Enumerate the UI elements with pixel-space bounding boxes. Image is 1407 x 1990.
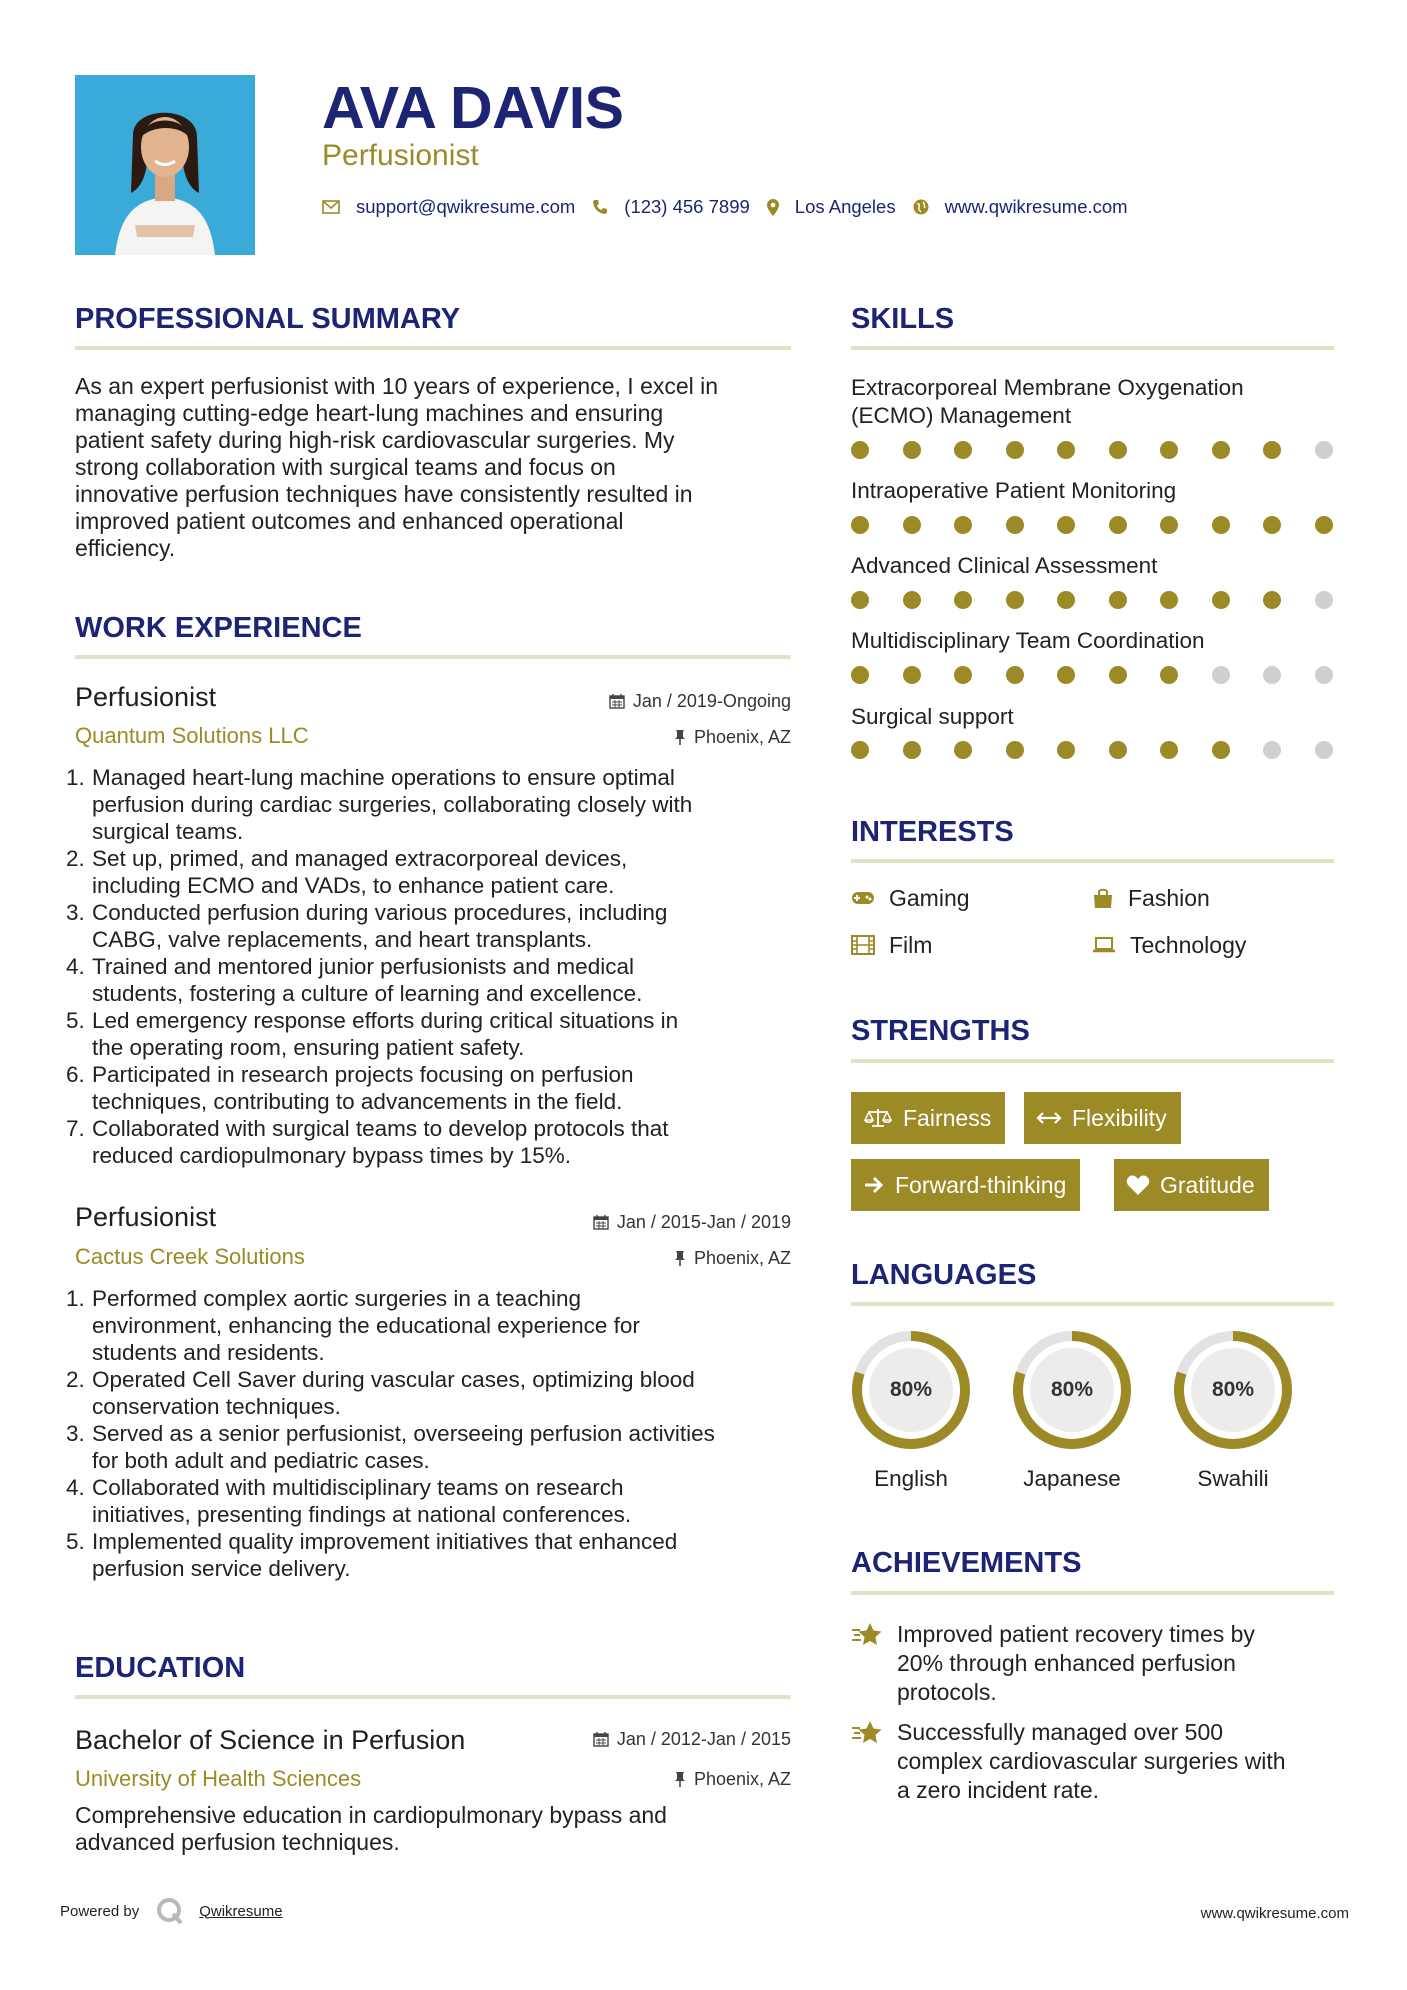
skill-dot	[851, 441, 869, 459]
skill-dot	[1057, 516, 1075, 534]
bullet-text: the operating room, ensuring patient safety.	[92, 1035, 525, 1060]
laptop-icon	[1092, 936, 1116, 954]
achievement-text	[897, 1718, 1337, 1805]
bullet-number: 5.	[66, 1529, 85, 1554]
skills-divider	[851, 346, 1334, 350]
qwikresume-logo-icon	[155, 1896, 185, 1926]
skill-label-line: Intraoperative Patient Monitoring	[851, 478, 1177, 503]
skill-dot	[1057, 591, 1075, 609]
globe-icon	[913, 199, 929, 215]
skill-dot	[954, 441, 972, 459]
list-item	[66, 1142, 794, 1169]
list-item	[66, 953, 794, 980]
skill-dot	[1315, 516, 1333, 534]
footer-powered-by	[60, 1896, 283, 1926]
strengths-heading: STRENGTHS	[851, 1015, 1030, 1047]
achievement-line: complex cardiovascular surgeries with	[897, 1748, 1286, 1774]
skill-dot	[1263, 741, 1281, 759]
list-item	[66, 899, 794, 926]
candidate-name: AVA DAVIS	[322, 75, 624, 141]
pushpin-icon	[674, 729, 686, 746]
achievement-line: Improved patient recovery times by	[897, 1621, 1255, 1647]
list-item	[66, 791, 794, 818]
arrow-right-icon	[863, 1176, 885, 1194]
interest-item	[851, 931, 932, 959]
balance-scale-icon	[863, 1107, 893, 1129]
job-dates	[593, 1210, 791, 1234]
bullet-text: Served as a senior perfusionist, overseeing perfusion activities	[92, 1421, 715, 1446]
bullet-number: 4.	[66, 954, 85, 979]
bullet-number	[66, 1142, 92, 1169]
skill-dot	[1057, 741, 1075, 759]
skill-dot	[1006, 666, 1024, 684]
bullet-number: 3.	[66, 900, 85, 925]
bullet-number: 3.	[66, 1421, 85, 1446]
phone-icon	[592, 199, 608, 215]
skill-dot	[1315, 741, 1333, 759]
skill-dot	[1109, 741, 1127, 759]
skill-label-line: Surgical support	[851, 704, 1014, 729]
bullet-number	[66, 1088, 92, 1115]
education-description-line: Comprehensive education in cardiopulmonary bypass and	[75, 1802, 667, 1828]
powered-by-text: Powered by	[60, 1902, 140, 1920]
skill-dot	[903, 441, 921, 459]
skill-dot	[1006, 741, 1024, 759]
bullet-number: 4.	[66, 1475, 85, 1500]
job-title: Perfusionist	[75, 682, 217, 712]
bullet-number: 1.	[66, 765, 85, 790]
list-item	[66, 1393, 794, 1420]
pushpin-icon	[674, 1771, 686, 1788]
list-item	[66, 1088, 794, 1115]
skill-label	[851, 552, 1341, 580]
bullet-number	[66, 791, 92, 818]
summary-text	[75, 373, 805, 562]
bullet-text: Collaborated with surgical teams to develop protocols that	[92, 1116, 669, 1141]
job-title: Perfusionist	[75, 1202, 217, 1232]
summary-line: As an expert perfusionist with 10 years of experience, I excel in	[75, 373, 719, 399]
job-bullets	[66, 1285, 794, 1582]
language-percent: 80%	[1050, 1378, 1094, 1401]
skill-dot	[1212, 516, 1230, 534]
bullet-text: reduced cardiopulmonary bypass times by 15%.	[92, 1143, 571, 1168]
skill-dot	[954, 741, 972, 759]
skill-dot	[1263, 441, 1281, 459]
list-item	[66, 926, 794, 953]
interest-label: Gaming	[889, 885, 970, 911]
bullet-number	[66, 1393, 92, 1420]
skill-dot	[1263, 666, 1281, 684]
skill-label	[851, 703, 1341, 731]
bullet-number: 7.	[66, 1116, 85, 1141]
trophy-star-icon	[851, 1720, 883, 1746]
language-label: Swahili	[1197, 1466, 1269, 1491]
achievement-item	[851, 1620, 1337, 1707]
skill-label-line: Extracorporeal Membrane Oxygenation	[851, 375, 1244, 400]
job-location	[674, 725, 791, 749]
pushpin-icon	[674, 1250, 686, 1267]
language-label: Japanese	[1023, 1466, 1121, 1491]
bullet-text: conservation techniques.	[92, 1394, 341, 1419]
bullet-text: Conducted perfusion during various procedures, including	[92, 900, 668, 925]
interests-divider	[851, 859, 1334, 863]
calendar-icon	[593, 1731, 609, 1747]
phone-text: (123) 456 7899	[624, 196, 750, 217]
strength-label: Flexibility	[1072, 1104, 1167, 1131]
skills-heading: SKILLS	[851, 303, 955, 335]
skill-dot	[1057, 666, 1075, 684]
education-description	[75, 1802, 805, 1856]
achievement-line: a zero incident rate.	[897, 1777, 1100, 1803]
list-item	[66, 845, 794, 872]
strength-tag	[851, 1092, 1005, 1144]
skill-dot	[954, 666, 972, 684]
envelope-icon	[322, 200, 340, 214]
interest-label: Film	[889, 932, 933, 958]
skill-rating	[851, 516, 1341, 534]
achievement-line: 20% through enhanced perfusion	[897, 1650, 1236, 1676]
list-item	[66, 1447, 794, 1474]
skill-label-line: Multidisciplinary Team Coordination	[851, 628, 1205, 653]
education-location	[674, 1767, 791, 1791]
summary-divider	[75, 346, 791, 350]
summary-line: strong collaboration with surgical teams and focus on	[75, 454, 616, 480]
interest-item	[1092, 931, 1246, 959]
contact-phone[interactable]	[592, 196, 750, 218]
education-description-line: advanced perfusion techniques.	[75, 1829, 400, 1855]
skill-dot	[1263, 516, 1281, 534]
profile-photo	[75, 75, 255, 255]
summary-line: managing cutting-edge heart-lung machines and ensuring	[75, 400, 664, 426]
job-location	[674, 1246, 791, 1270]
skill-dot	[1212, 741, 1230, 759]
skill-dot	[851, 516, 869, 534]
skill-label	[851, 477, 1341, 505]
strength-tag	[851, 1159, 1080, 1211]
job-bullets	[66, 764, 794, 1169]
skill-dot	[1315, 591, 1333, 609]
strength-label: Gratitude	[1160, 1171, 1255, 1198]
list-item	[66, 1555, 794, 1582]
skill-dot	[1263, 591, 1281, 609]
bullet-text: Set up, primed, and managed extracorporeal devices,	[92, 846, 628, 871]
list-item	[66, 1115, 794, 1142]
bullet-number: 6.	[66, 1062, 85, 1087]
education-location-text: Phoenix, AZ	[693, 1769, 791, 1789]
skill-dot	[1160, 741, 1178, 759]
bullet-text: including ECMO and VADs, to enhance patient care.	[92, 873, 615, 898]
summary-line: innovative perfusion techniques have consistently resulted in	[75, 481, 693, 507]
list-item	[66, 1501, 794, 1528]
experience-divider	[75, 655, 791, 659]
interest-item	[851, 884, 970, 912]
job-dates	[609, 689, 791, 713]
list-item	[66, 1339, 794, 1366]
skill-dot	[903, 666, 921, 684]
list-item	[66, 872, 794, 899]
summary-heading: PROFESSIONAL SUMMARY	[75, 303, 461, 335]
language-ring	[1011, 1329, 1133, 1451]
list-item	[66, 1312, 794, 1339]
bullet-text: students, fostering a culture of learning and excellence.	[92, 981, 643, 1006]
skill-dot	[1160, 666, 1178, 684]
contact-bar	[322, 192, 1145, 222]
summary-line: improved patient outcomes and enhanced operational	[75, 508, 624, 534]
arrows-horizontal-icon	[1036, 1111, 1062, 1125]
strength-tag	[1114, 1159, 1269, 1211]
bullet-number: 2.	[66, 1367, 85, 1392]
bullet-text: environment, enhancing the educational experience for	[92, 1313, 640, 1338]
experience-heading: WORK EXPERIENCE	[75, 612, 362, 644]
achievement-line: protocols.	[897, 1679, 997, 1705]
skill-dot	[1160, 441, 1178, 459]
gamepad-icon	[851, 890, 875, 906]
bullet-number	[66, 926, 92, 953]
job-location-text: Phoenix, AZ	[693, 727, 791, 747]
bullet-number	[66, 1339, 92, 1366]
skill-dot	[1212, 666, 1230, 684]
achievement-text	[897, 1620, 1337, 1707]
heart-icon	[1126, 1174, 1150, 1196]
skill-dot	[1212, 441, 1230, 459]
qwikresume-link[interactable]: Qwikresume	[199, 1902, 283, 1920]
bullet-number	[66, 1034, 92, 1061]
bullet-number: 1.	[66, 1286, 85, 1311]
skill-dot	[954, 516, 972, 534]
email-text: support@qwikresume.com	[356, 196, 576, 217]
skill-dot	[903, 741, 921, 759]
language-label: English	[874, 1466, 948, 1491]
skill-dot	[1109, 666, 1127, 684]
skill-rating	[851, 666, 1341, 684]
skill-label-line: (ECMO) Management	[851, 403, 1072, 428]
bullet-number: 2.	[66, 846, 85, 871]
summary-line: efficiency.	[75, 535, 176, 561]
bullet-text: Led emergency response efforts during critical situations in	[92, 1008, 679, 1033]
bullet-text: for both adult and pediatric cases.	[92, 1448, 430, 1473]
strength-tag	[1024, 1092, 1181, 1144]
skill-dot	[1006, 591, 1024, 609]
job-company: Quantum Solutions LLC	[75, 723, 309, 748]
bullet-text: Trained and mentored junior perfusionists and medical	[92, 954, 634, 979]
skill-label-line: Advanced Clinical Assessment	[851, 553, 1158, 578]
list-item	[66, 1474, 794, 1501]
skill-dot	[1160, 516, 1178, 534]
list-item	[66, 1420, 794, 1447]
list-item	[66, 818, 794, 845]
language-ring	[850, 1329, 972, 1451]
language-percent: 80%	[889, 1378, 933, 1401]
school-name: University of Health Sciences	[75, 1766, 362, 1791]
education-dates	[593, 1727, 791, 1751]
skill-dot	[1006, 516, 1024, 534]
bullet-text: Operated Cell Saver during vascular cases, optimizing blood	[92, 1367, 695, 1392]
job-company: Cactus Creek Solutions	[75, 1244, 305, 1269]
contact-email[interactable]	[322, 196, 575, 218]
location-text: Los Angeles	[794, 196, 896, 217]
achievements-heading: ACHIEVEMENTS	[851, 1547, 1082, 1579]
skill-dot	[1006, 441, 1024, 459]
list-item	[66, 764, 794, 791]
bullet-text: Performed complex aortic surgeries in a teaching	[92, 1286, 581, 1311]
list-item	[66, 1061, 794, 1088]
calendar-icon	[609, 693, 625, 709]
skill-rating	[851, 441, 1341, 459]
skill-dot	[954, 591, 972, 609]
education-divider	[75, 1695, 791, 1699]
list-item	[66, 1034, 794, 1061]
skill-dot	[1109, 591, 1127, 609]
bullet-text: perfusion during cardiac surgeries, collaborating closely with	[92, 792, 693, 817]
skill-rating	[851, 591, 1341, 609]
languages-heading: LANGUAGES	[851, 1259, 1037, 1291]
skill-dot	[851, 666, 869, 684]
job-dates-text: Jan / 2019-Ongoing	[632, 691, 791, 711]
bullet-number	[66, 1447, 92, 1474]
skill-dot	[903, 591, 921, 609]
contact-location	[767, 196, 896, 218]
skill-rating	[851, 741, 1341, 759]
bullet-number	[66, 1555, 92, 1582]
skill-dot	[1315, 666, 1333, 684]
education-heading: EDUCATION	[75, 1652, 246, 1684]
job-location-text: Phoenix, AZ	[693, 1248, 791, 1268]
skill-dot	[1057, 441, 1075, 459]
bullet-text: surgical teams.	[92, 819, 244, 844]
film-icon	[851, 935, 875, 955]
achievement-item	[851, 1718, 1337, 1805]
skill-dot	[851, 591, 869, 609]
calendar-icon	[593, 1214, 609, 1230]
skill-dot	[1212, 591, 1230, 609]
achievements-divider	[851, 1591, 1334, 1595]
bullet-number	[66, 1501, 92, 1528]
language-percent: 80%	[1211, 1378, 1255, 1401]
skill-dot	[851, 741, 869, 759]
footer-website[interactable]: www.qwikresume.com	[1200, 1905, 1349, 1922]
list-item	[66, 980, 794, 1007]
bullet-text: perfusion service delivery.	[92, 1556, 351, 1581]
bullet-number: 5.	[66, 1008, 85, 1033]
achievement-line: Successfully managed over 500	[897, 1719, 1224, 1745]
bullet-number	[66, 872, 92, 899]
degree-title: Bachelor of Science in Perfusion	[75, 1725, 466, 1755]
language-ring	[1172, 1329, 1294, 1451]
skill-dot	[1109, 441, 1127, 459]
skill-label	[851, 627, 1341, 655]
candidate-title: Perfusionist	[322, 139, 479, 172]
interests-heading: INTERESTS	[851, 816, 1014, 848]
summary-line: patient safety during high-risk cardiovascular surgeries. My	[75, 427, 675, 453]
strength-label: Forward-thinking	[895, 1171, 1067, 1198]
list-item	[66, 1285, 794, 1312]
interest-label: Fashion	[1128, 885, 1210, 911]
trophy-star-icon	[851, 1622, 883, 1648]
bullet-text: students and residents.	[92, 1340, 325, 1365]
bullet-number	[66, 1312, 92, 1339]
skill-label	[851, 374, 1341, 430]
bullet-text: CABG, valve replacements, and heart transplants.	[92, 927, 593, 952]
list-item	[66, 1007, 794, 1034]
skill-dot	[1160, 591, 1178, 609]
contact-website[interactable]	[913, 196, 1128, 218]
bullet-text: Collaborated with multidisciplinary teams on research	[92, 1475, 624, 1500]
shopping-bag-icon	[1092, 887, 1114, 909]
education-dates-text: Jan / 2012-Jan / 2015	[616, 1729, 791, 1749]
interest-label: Technology	[1130, 932, 1247, 958]
bullet-number	[66, 980, 92, 1007]
bullet-text: Participated in research projects focusing on perfusion	[92, 1062, 634, 1087]
job-dates-text: Jan / 2015-Jan / 2019	[616, 1212, 791, 1232]
list-item	[66, 1366, 794, 1393]
interest-item	[1092, 884, 1210, 912]
website-text: www.qwikresume.com	[944, 196, 1128, 217]
list-item	[66, 1528, 794, 1555]
bullet-number	[66, 818, 92, 845]
skill-dot	[1109, 516, 1127, 534]
map-marker-icon	[767, 199, 779, 216]
strength-label: Fairness	[903, 1104, 992, 1131]
bullet-text: initiatives, presenting findings at national conferences.	[92, 1502, 632, 1527]
skill-dot	[1315, 441, 1333, 459]
skill-dot	[903, 516, 921, 534]
bullet-text: Managed heart-lung machine operations to ensure optimal	[92, 765, 675, 790]
bullet-text: Implemented quality improvement initiatives that enhanced	[92, 1529, 678, 1554]
languages-divider	[851, 1302, 1334, 1306]
strengths-divider	[851, 1059, 1334, 1063]
bullet-text: techniques, contributing to advancements in the field.	[92, 1089, 623, 1114]
